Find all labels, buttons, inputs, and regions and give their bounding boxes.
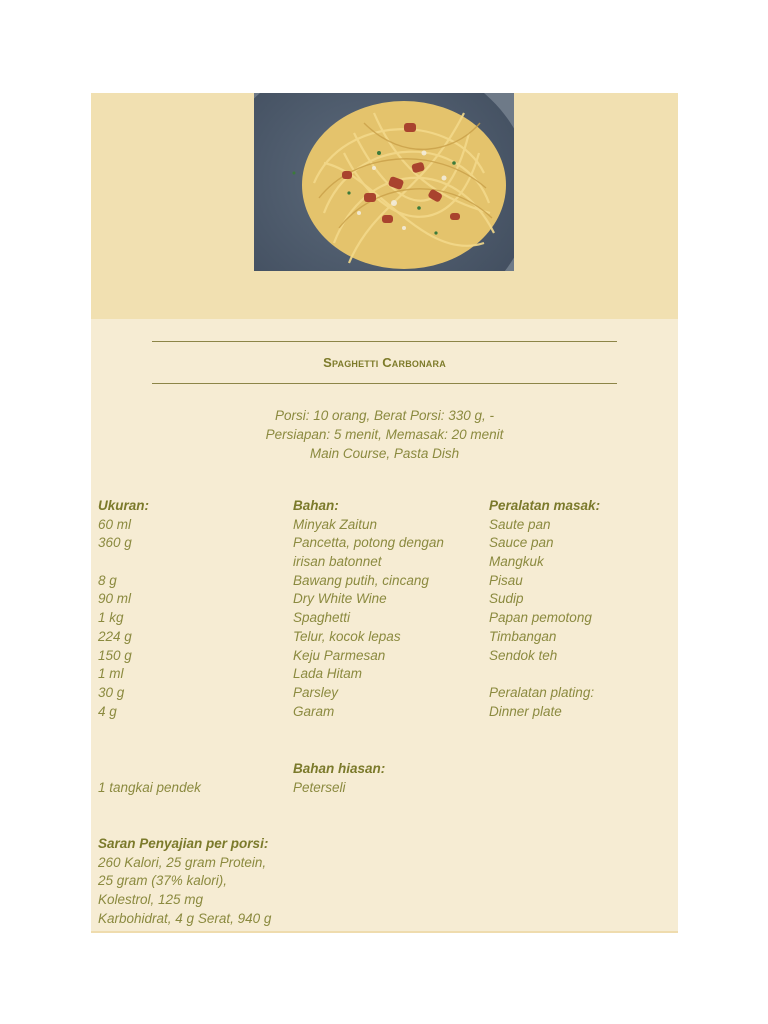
- ingredients-column: [293, 497, 483, 721]
- ingredient-item: Parsley: [293, 684, 339, 700]
- equipment-item: Dinner plate: [489, 703, 562, 719]
- bottom-rule: [152, 383, 617, 384]
- hero-banner: [91, 93, 678, 319]
- ingredient-item: Keju Parmesan: [293, 647, 386, 663]
- recipe-title: Spaghetti Carbonara: [323, 355, 446, 370]
- ingredient-item: Minyak Zaitun: [293, 516, 378, 532]
- garnish-header: Bahan hiasan:: [293, 761, 386, 776]
- size-value: 60 ml: [98, 516, 132, 532]
- ingredient-item: Pancetta, potong dengan: [293, 535, 444, 551]
- garnish-item: Peterseli: [293, 779, 346, 795]
- ingredient-item: Telur, kocok lepas: [293, 628, 401, 644]
- ingredient-item: Dry White Wine: [293, 591, 387, 607]
- equipment-item: Sendok teh: [489, 647, 558, 663]
- equipment-header: Peralatan masak:: [489, 498, 601, 513]
- size-value: 90 ml: [98, 591, 132, 607]
- size-value: [98, 553, 288, 572]
- recipe-card: [91, 93, 678, 933]
- recipe-meta: [91, 406, 678, 463]
- ingredient-item: Garam: [293, 703, 335, 719]
- equipment-item: Saute pan: [489, 516, 551, 532]
- equipment-item: Papan pemotong: [489, 610, 592, 626]
- equipment-item: Timbangan: [489, 628, 557, 644]
- serving-line: 25 gram (37% kalori),: [98, 873, 228, 889]
- meta-line: Porsi: 10 orang, Berat Porsi: 330 g, -: [274, 408, 495, 423]
- sizes-column: [98, 497, 288, 721]
- serving-line: 260 Kalori, 25 gram Protein,: [98, 854, 267, 870]
- ingredient-item: Spaghetti: [293, 610, 351, 626]
- equipment-item: Sauce pan: [489, 535, 554, 551]
- equipment-item: Sudip: [489, 591, 524, 607]
- size-value: 4 g: [98, 703, 117, 719]
- size-value: 30 g: [98, 684, 125, 700]
- serving-line: Karbohidrat, 4 g Serat, 940 g: [98, 910, 272, 926]
- ingredient-item: irisan batonnet: [293, 554, 382, 570]
- garnish-block: [293, 760, 483, 797]
- garnish-size-block: [98, 779, 288, 798]
- serving-header: Saran Penyajian per porsi:: [98, 836, 269, 851]
- ingredient-item: Bawang putih, cincang: [293, 572, 429, 588]
- size-value: 1 ml: [98, 666, 124, 682]
- equipment-item: Mangkuk: [489, 554, 544, 570]
- dish-photo: [254, 93, 514, 271]
- equipment-item: Peralatan plating:: [489, 684, 595, 700]
- size-value: 150 g: [98, 647, 132, 663]
- ingredients-header: Bahan:: [293, 498, 339, 513]
- equipment-column: [489, 497, 674, 721]
- sizes-header: Ukuran:: [98, 498, 150, 513]
- meta-line: Main Course, Pasta Dish: [309, 446, 460, 461]
- garnish-size: 1 tangkai pendek: [98, 780, 201, 795]
- top-rule: [152, 341, 617, 342]
- equipment-item: Pisau: [489, 572, 523, 588]
- equipment-item: [489, 665, 674, 684]
- size-value: 360 g: [98, 535, 132, 551]
- meta-line: Persiapan: 5 menit, Memasak: 20 menit: [265, 427, 504, 442]
- spaghetti-image: [254, 93, 514, 271]
- size-value: 224 g: [98, 628, 132, 644]
- size-value: 1 kg: [98, 610, 124, 626]
- size-value: 8 g: [98, 572, 117, 588]
- serving-line: Kolestrol, 125 mg: [98, 892, 204, 908]
- ingredient-item: Lada Hitam: [293, 666, 363, 682]
- serving-block: [98, 835, 358, 928]
